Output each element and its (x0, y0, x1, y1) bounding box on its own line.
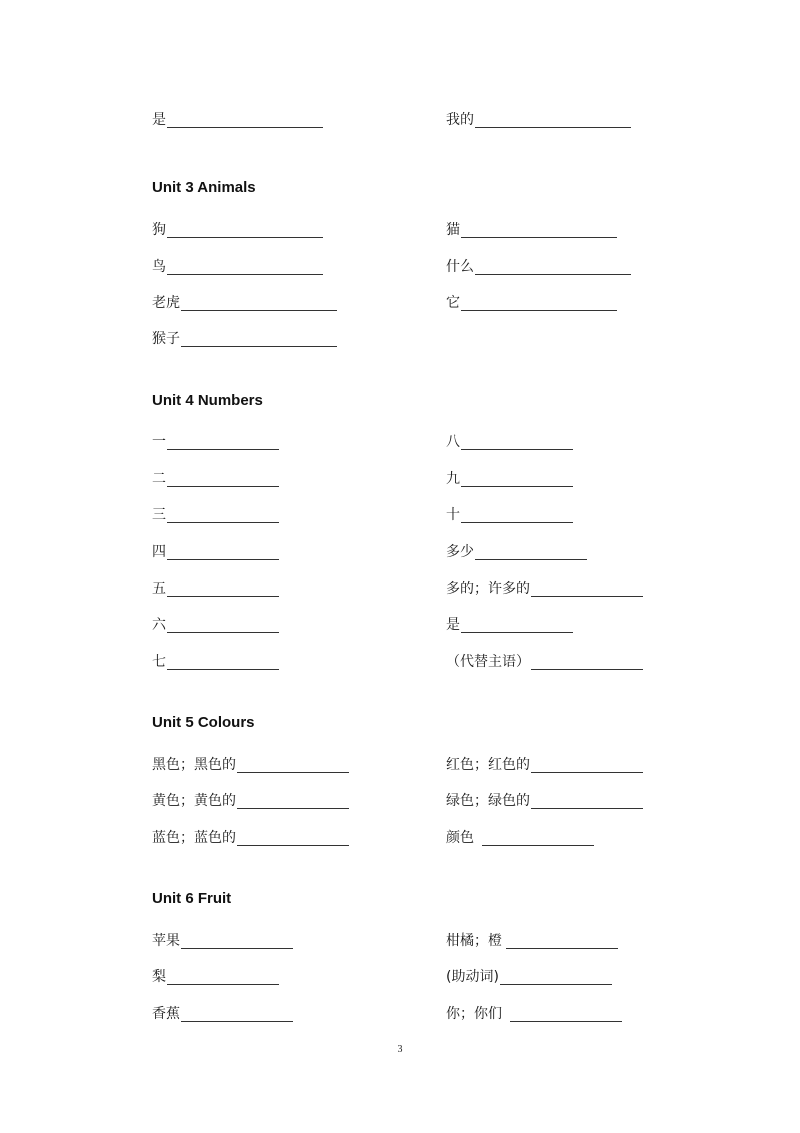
vocab-row (152, 963, 712, 987)
vocab-term: 四 (152, 544, 166, 560)
vocab-item (152, 289, 337, 311)
answer-blank[interactable] (167, 435, 279, 450)
vocab-item (152, 575, 279, 597)
answer-blank[interactable] (167, 113, 323, 128)
answer-blank[interactable] (461, 472, 573, 487)
answer-blank[interactable] (475, 260, 631, 275)
answer-blank[interactable] (461, 296, 617, 311)
answer-blank[interactable] (500, 970, 612, 985)
answer-blank[interactable] (181, 296, 337, 311)
vocab-item (446, 538, 587, 560)
vocab-row (152, 648, 712, 672)
vocab-item (152, 751, 349, 773)
vocab-item (446, 289, 617, 311)
vocab-item (152, 325, 337, 347)
vocab-term: 狗 (152, 222, 166, 238)
vocab-item (152, 611, 279, 633)
vocab-item (152, 648, 279, 670)
vocab-term: 蓝色；蓝色的 (152, 830, 236, 846)
vocab-item (152, 106, 323, 128)
answer-blank[interactable] (237, 758, 349, 773)
vocab-item (446, 216, 617, 238)
vocab-row (152, 751, 712, 775)
answer-blank[interactable] (237, 794, 349, 809)
vocab-term: 它 (446, 295, 460, 311)
answer-blank[interactable] (167, 260, 323, 275)
vocab-item (446, 787, 643, 809)
vocab-term: 鸟 (152, 259, 166, 275)
vocab-term: 是 (446, 617, 460, 633)
vocab-row (152, 106, 712, 130)
vocab-term: 六 (152, 617, 166, 633)
answer-blank[interactable] (506, 934, 618, 949)
answer-blank[interactable] (531, 582, 643, 597)
vocab-term: 猴子 (152, 331, 180, 347)
vocab-term: 黑色；黑色的 (152, 757, 236, 773)
vocab-row (152, 824, 712, 848)
vocab-term: 是 (152, 112, 166, 128)
vocab-item (446, 428, 573, 450)
vocab-item (446, 963, 612, 985)
vocab-term: 八 (446, 434, 460, 450)
answer-blank[interactable] (461, 435, 573, 450)
vocab-term: 绿色；绿色的 (446, 793, 530, 809)
vocab-item (152, 787, 349, 809)
vocab-term: 猫 (446, 222, 460, 238)
vocab-item (446, 1000, 622, 1022)
vocab-row (152, 289, 712, 313)
answer-blank[interactable] (181, 332, 337, 347)
vocab-item (152, 927, 293, 949)
answer-blank[interactable] (531, 655, 643, 670)
vocab-item (446, 106, 631, 128)
vocab-row (152, 253, 712, 277)
vocab-term: 黄色；黄色的 (152, 793, 236, 809)
vocab-item (152, 963, 279, 985)
vocab-row (152, 501, 712, 525)
answer-blank[interactable] (167, 223, 323, 238)
vocab-item (152, 824, 349, 846)
vocab-term: 你；你们 (446, 1006, 502, 1022)
answer-blank[interactable] (461, 508, 573, 523)
vocab-row (152, 927, 712, 951)
vocab-row (152, 428, 712, 452)
vocab-item (152, 465, 279, 487)
vocab-term: 三 (152, 507, 166, 523)
answer-blank[interactable] (181, 1007, 293, 1022)
vocab-item (152, 501, 279, 523)
page-number: 3 (397, 1044, 403, 1055)
vocab-item (446, 824, 594, 846)
vocab-item (152, 216, 323, 238)
vocab-term: 红色；红色的 (446, 757, 530, 773)
answer-blank[interactable] (461, 223, 617, 238)
vocab-item (152, 253, 323, 275)
vocab-term: 老虎 (152, 295, 180, 311)
answer-blank[interactable] (531, 758, 643, 773)
answer-blank[interactable] (237, 831, 349, 846)
vocab-item (446, 927, 618, 949)
answer-blank[interactable] (461, 618, 573, 633)
vocab-row (152, 787, 712, 811)
vocab-term: 二 (152, 471, 166, 487)
vocab-row (152, 611, 712, 635)
answer-blank[interactable] (167, 582, 279, 597)
unit-title: Unit 3 Animals (152, 179, 256, 196)
answer-blank[interactable] (531, 794, 643, 809)
vocab-term: 颜色 (446, 830, 474, 846)
vocab-item (446, 751, 643, 773)
answer-blank[interactable] (167, 472, 279, 487)
vocab-term: 七 (152, 654, 166, 670)
vocab-term: 柑橘；橙 (446, 933, 502, 949)
vocab-term: （代替主语） (446, 654, 530, 670)
unit-title: Unit 6 Fruit (152, 890, 232, 907)
answer-blank[interactable] (167, 618, 279, 633)
answer-blank[interactable] (167, 655, 279, 670)
vocab-term: 多少 (446, 544, 474, 560)
vocab-item (152, 538, 279, 560)
vocab-term: 什么 (446, 259, 474, 275)
answer-blank[interactable] (167, 545, 279, 560)
vocab-term: 梨 (152, 969, 166, 985)
answer-blank[interactable] (181, 934, 293, 949)
vocab-row (152, 465, 712, 489)
vocab-item (152, 1000, 293, 1022)
vocab-term: 五 (152, 581, 166, 597)
unit-title: Unit 4 Numbers (152, 392, 263, 409)
answer-blank[interactable] (475, 113, 631, 128)
vocab-row (152, 538, 712, 562)
vocab-term: 一 (152, 434, 166, 450)
vocab-term: 香蕉 (152, 1006, 180, 1022)
answer-blank[interactable] (167, 508, 279, 523)
vocab-term: 苹果 (152, 933, 180, 949)
vocab-item (446, 575, 643, 597)
answer-blank[interactable] (510, 1007, 622, 1022)
vocab-row (152, 1000, 712, 1024)
vocab-term: 十 (446, 507, 460, 523)
vocab-row (152, 325, 712, 349)
vocab-term: 多的；许多的 (446, 581, 530, 597)
answer-blank[interactable] (167, 970, 279, 985)
vocab-item (446, 465, 573, 487)
vocab-item (446, 648, 643, 670)
vocab-row (152, 575, 712, 599)
vocab-term: (助动词) (446, 969, 499, 985)
vocab-term: 我的 (446, 112, 474, 128)
vocab-row (152, 216, 712, 240)
unit-title: Unit 5 Colours (152, 714, 255, 731)
vocab-item (446, 501, 573, 523)
answer-blank[interactable] (475, 545, 587, 560)
vocab-term: 九 (446, 471, 460, 487)
vocab-item (152, 428, 279, 450)
answer-blank[interactable] (482, 831, 594, 846)
vocab-item (446, 253, 631, 275)
vocab-item (446, 611, 573, 633)
